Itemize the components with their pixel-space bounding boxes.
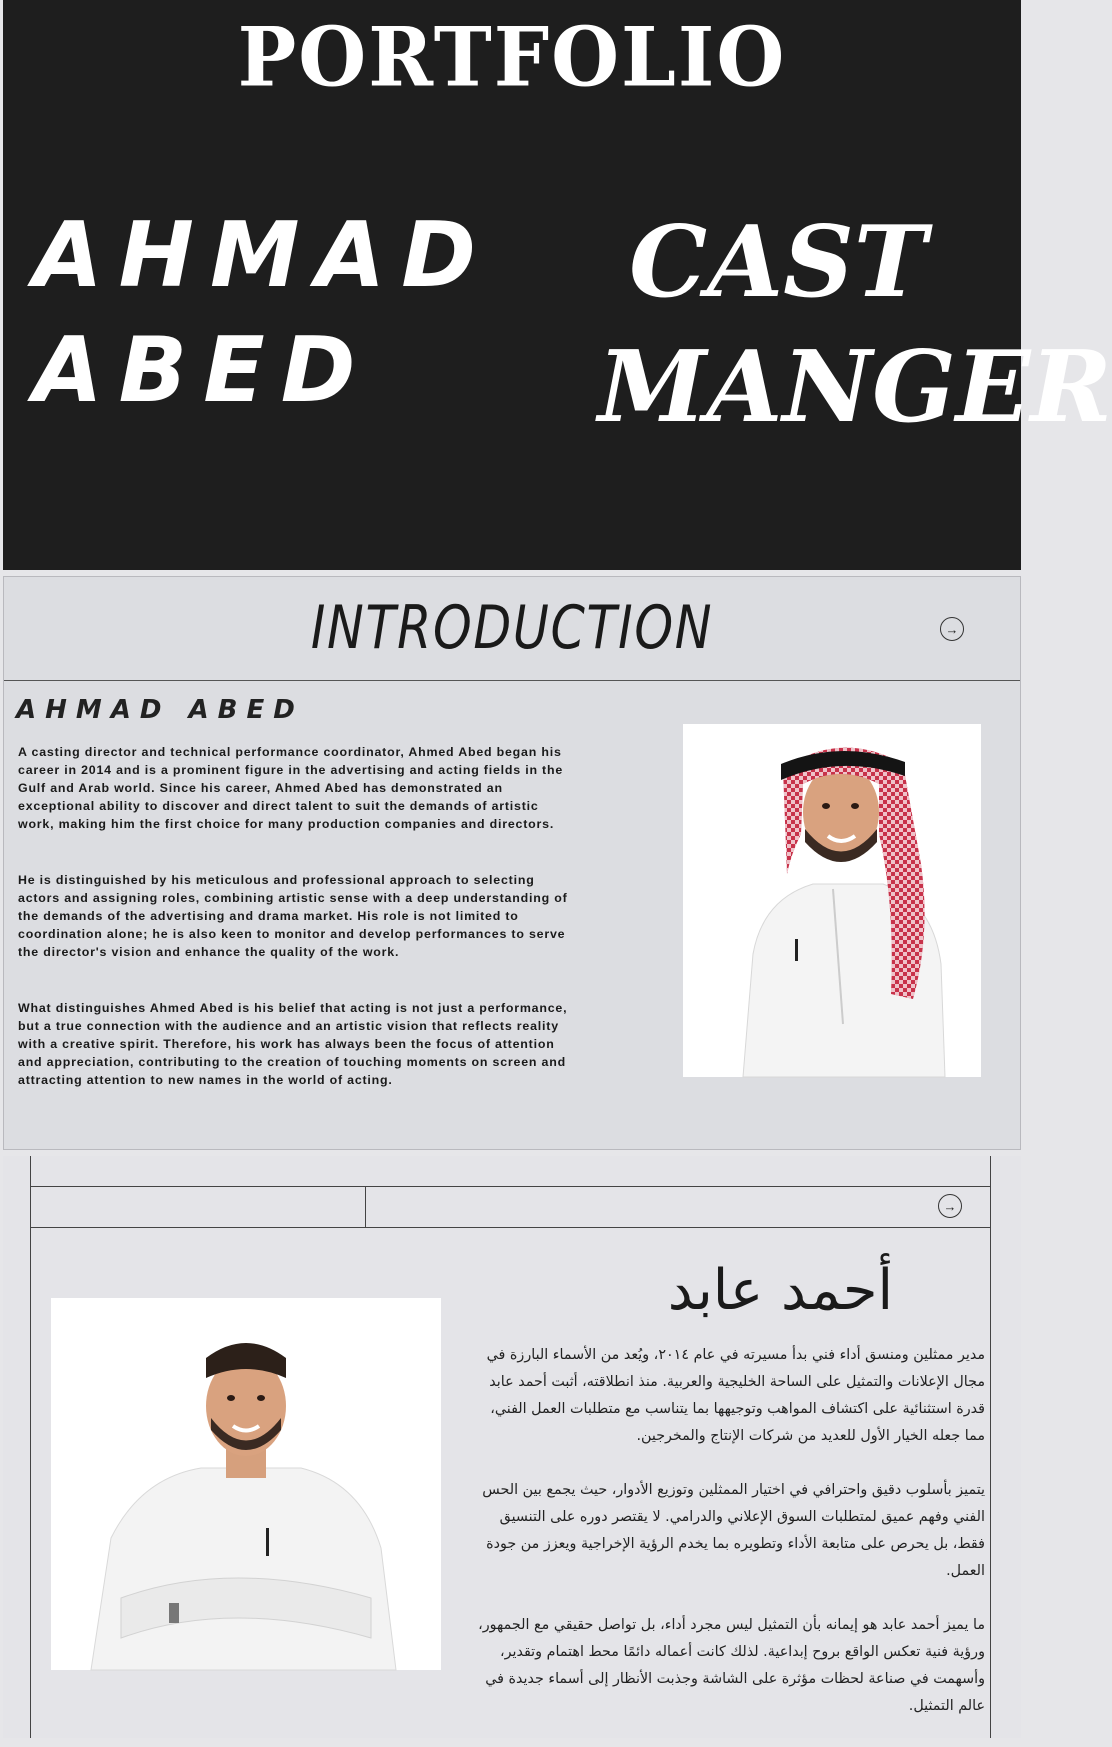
hero-role-line1: CAST [629,205,927,320]
arabic-paragraph: يتميز بأسلوب دقيق واحترافي في اختيار الممثلين وتوزيع الأدوار، حيث يجمع بين الحس الفني وفهم عميق لمتطلبات السوق الإعلاني والدرامي. لا يقتصر دوره على التنسيق فقط، بل يحرص على متابعة الأداء وتطويره بما يخدم الرؤية الإخراجية ويعزز من جودة العمل. [482,1482,985,1579]
introduction-title: INTRODUCTION [310,593,714,663]
intro-paragraph: He is distinguished by his meticulous and professional approach to selecting actors and assigning roles, combining artistic sense with a deep understanding of the demands of the advertising and drama market. His role is not limited to coordination alone; he is also keen to monitor and develop performances to serve the director's vision and enhance the quality of the work. [18,873,568,959]
hero-role-line2: MANGER [598,330,1112,445]
introduction-section [3,576,1021,1150]
portrait-illustration [51,1298,441,1670]
arabic-paragraph: مدير ممثلين ومنسق أداء فني بدأ مسيرته في عام ٢٠١٤، ويُعد من الأسماء البارزة في مجال الإعلانات والتمثيل على الساحة الخليجية والعربية. منذ انطلاقته، أثبت أحمد عابد قدرة استثنائية على اكتشاف المواهب وتوجيهها بما يتناسب مع متطلبات العمل الفني، مما جعله الخيار الأول للعديد من شركات الإنتاج والمخرجين. [486,1347,985,1444]
arabic-section [3,1156,1021,1738]
portfolio-title: PORTFOLIO [237,9,787,106]
arabic-name-title: أحمد عابد [667,1258,893,1323]
intro-paragraph: A casting director and technical performance coordinator, Ahmed Abed began his career in 2014 and is a prominent figure in the advertising and acting fields in the Gulf and Arab world. Since his career, Ahmed Abed has demonstrated an exceptional ability to discover and direct talent to suit the demands of artistic work, making him the first choice for many production companies and directors. [18,745,564,831]
circle-arrow-right-icon[interactable]: → [938,1194,962,1218]
frame-line [990,1156,991,1738]
circle-arrow-right-icon[interactable]: → [940,617,964,641]
portrait-photo-shemagh [683,724,981,1077]
intro-name-heading: AHMAD ABED [16,695,304,725]
intro-paragraph: What distinguishes Ahmed Abed is his belief that acting is not just a performance, but a true connection with the audience and an artistic vision that reflects reality with a creative spirit. Therefore, his work has always been the focus of attention and appreciation, contributing to the creation of touching moments on screen and attracting attention to new names in the world of acting. [18,1001,568,1087]
hero-name-last: ABED [33,318,372,423]
portrait-photo-circle [51,1298,441,1670]
hero-section [3,0,1112,570]
arabic-body [473,1342,985,1747]
arabic-paragraph: ما يميز أحمد عابد هو إيمانه بأن التمثيل ليس مجرد أداء، بل تواصل حقيقي مع الجمهور، ورؤية فنية تعكس الواقع بروح إبداعية. لذلك كانت أعماله دائمًا محط اهتمام وتقدير، وأسهمت في صناعة لحظات مؤثرة على الشاشة وجذبت الأنظار إلى أسماء جديدة في عالم التمثيل. [478,1617,985,1714]
header-divider [365,1187,366,1227]
intro-body [18,743,578,1127]
introduction-header [4,577,1020,681]
hero-role [598,200,1112,450]
hero-name [33,198,492,428]
frame-line [30,1156,31,1738]
portrait-illustration [683,724,981,1077]
arabic-header-bar [31,1186,990,1228]
hero-name-first: AHMAD [33,203,492,308]
